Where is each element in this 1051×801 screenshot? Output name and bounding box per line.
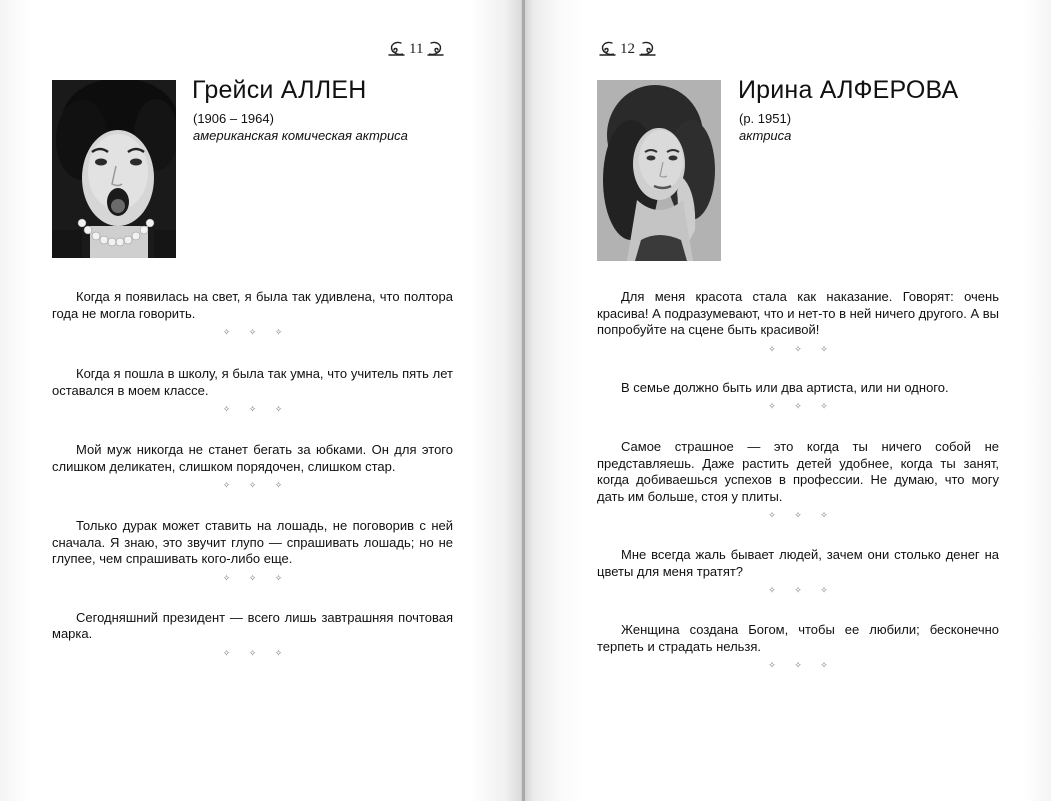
ornament-left-icon — [597, 39, 617, 59]
quote-text: Для меня красота стала как наказание. Говорят: очень красива! А подразумевают, что и нет-то в ней ничего другого. А вы попробуйте на сцене быть красивой! — [597, 289, 999, 337]
quote-separator: ✧ ✧ ✧ — [222, 404, 291, 414]
quote-text: Только дурак может ставить на лошадь, не поговорив с ней сначала. Я знаю, это звучит глупо — спрашивать лошадь; но не глупее, чем спрашивать кого-либо еще. — [52, 518, 453, 566]
quote-separator: ✧ ✧ ✧ — [222, 647, 291, 658]
page-number-right — [597, 38, 658, 60]
quote-text: Когда я пошла в школу, я была так умна, что учитель пять лет оставался в моем классе. — [52, 366, 453, 398]
left-page — [0, 0, 524, 801]
right-page — [524, 0, 1051, 801]
ornament-right-icon — [638, 39, 658, 59]
quote-text: Мой муж никогда не станет бегать за юбками. Он для этого слишком деликатен, слишком порядочен, слишком стар. — [52, 442, 453, 474]
person-name: Грейси АЛЛЕН — [192, 76, 367, 104]
quote-text: Когда я появилась на свет, я была так удивлена, что полтора года не могла говорить. — [52, 289, 453, 321]
page-number-right-text: 12 — [620, 40, 635, 57]
quotes-list — [597, 289, 999, 672]
person-years: (р. 1951) — [739, 111, 792, 126]
quote-text: Самое страшное — это когда ты ничего собой не представляешь. Даже растить детей удобнее, когда ты занят, когда добиваешься успехов в профессии. Не думаю, что могу дать им больше, стоя у плиты. — [597, 439, 999, 504]
person-years: (1906 – 1964) — [193, 111, 274, 126]
portrait-irina-alferova — [597, 80, 721, 261]
portrait-gracie-allen — [52, 80, 176, 258]
page-number-left-text: 11 — [409, 40, 424, 57]
quote-separator: ✧ ✧ ✧ — [768, 660, 836, 670]
person-role: актриса — [739, 128, 792, 143]
person-name: Ирина АЛФЕРОВА — [738, 76, 959, 104]
quote-separator: ✧ ✧ ✧ — [768, 401, 836, 411]
quote-separator: ✧ ✧ ✧ — [222, 327, 291, 337]
quote-text: В семье должно быть или два артиста, или ни одного. — [621, 379, 949, 395]
page-number-left — [386, 38, 446, 60]
ornament-left-icon — [386, 39, 406, 59]
quote-separator: ✧ ✧ ✧ — [222, 480, 291, 490]
book-gutter — [522, 0, 525, 801]
quote-separator: ✧ ✧ ✧ — [768, 510, 836, 520]
quote-text: Женщина создана Богом, чтобы ее любили; бесконечно терпеть и страдать нельзя. — [597, 622, 999, 654]
quote-text: Сегодняшний президент — всего лишь завтрашняя почтовая марка. — [52, 609, 453, 641]
person-role: американская комическая актриса — [193, 128, 408, 143]
quote-separator: ✧ ✧ ✧ — [768, 585, 836, 595]
quotes-list — [52, 289, 453, 660]
quote-separator: ✧ ✧ ✧ — [768, 343, 836, 354]
ornament-right-icon — [426, 39, 446, 59]
quote-separator: ✧ ✧ ✧ — [222, 572, 291, 583]
quote-text: Мне всегда жаль бывает людей, зачем они столько денег на цветы для меня тратят? — [597, 547, 999, 579]
